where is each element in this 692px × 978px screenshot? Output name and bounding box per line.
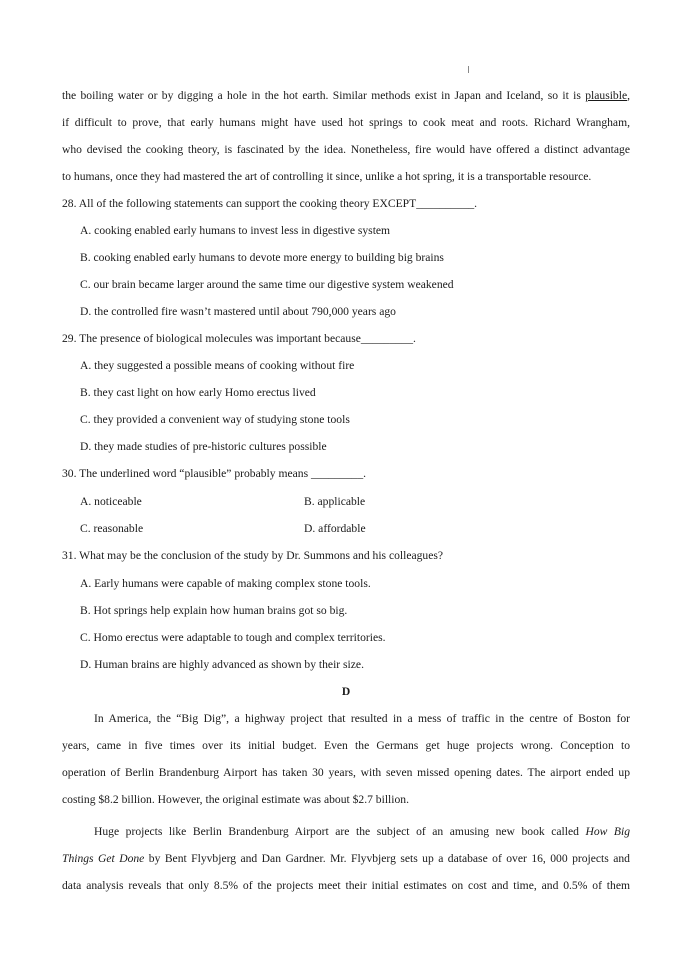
question-28-option-a: A. cooking enabled early humans to invest less in digestive system (80, 224, 391, 237)
question-29-option-c: C. they provided a convenient way of studying stone tools (80, 413, 350, 426)
book-title: How Big (585, 825, 631, 838)
question-30-option-c: C. reasonable (80, 522, 144, 535)
question-29-option-a: A. they suggested a possible means of cooking without fire (80, 359, 355, 372)
section-d-line: years, came in five times over its initial budget. Even the Germans get huge projects wrong. Conception to (62, 739, 630, 752)
question-31-stem: 31. What may be the conclusion of the study by Dr. Summons and his colleagues? (62, 549, 444, 562)
underlined-word: plausible (585, 89, 628, 102)
book-title: Things Get Done (62, 852, 145, 865)
section-d-line: Huge projects like Berlin Brandenburg Airport are the subject of an amusing new book called How Big (94, 825, 631, 838)
section-d-line: data analysis reveals that only 8.5% of the projects meet their initial estimates on cost and time, and 0.5% of them (62, 879, 630, 892)
section-heading: D (341, 685, 351, 698)
question-29-stem: 29. The presence of biological molecules was important because_________. (62, 332, 416, 345)
question-29-option-b: B. they cast light on how early Homo erectus lived (80, 386, 316, 399)
page-mark (468, 66, 469, 73)
question-28-option-b: B. cooking enabled early humans to devote more energy to building big brains (80, 251, 444, 264)
passage-line: if difficult to prove, that early humans might have used hot springs to cook meat and roots. Richard Wrangham, (62, 116, 630, 129)
question-30-option-b: B. applicable (304, 495, 366, 508)
section-d-line: operation of Berlin Brandenburg Airport has taken 30 years, with seven missed opening dates. The airport ended up (62, 766, 630, 779)
question-28-option-c: C. our brain became larger around the same time our digestive system weakened (80, 278, 454, 291)
passage-line: the boiling water or by digging a hole in the hot earth. Similar methods exist in Japan and Iceland, so it is plausible, (62, 89, 630, 102)
question-28-option-d: D. the controlled fire wasn’t mastered until about 790,000 years ago (80, 305, 396, 318)
section-d-line: Things Get Done by Bent Flyvbjerg and Dan Gardner. Mr. Flyvbjerg sets up a database of over 16, 000 projects and (62, 852, 630, 865)
question-31-option-a: A. Early humans were capable of making complex stone tools. (80, 577, 371, 590)
question-29-option-d: D. they made studies of pre-historic cultures possible (80, 440, 327, 453)
question-31-option-d: D. Human brains are highly advanced as shown by their size. (80, 658, 364, 671)
question-28-stem: 28. All of the following statements can support the cooking theory EXCEPT__________. (62, 197, 478, 210)
section-d-line: In America, the “Big Dig”, a highway project that resulted in a mess of traffic in the centre of Boston for (94, 712, 630, 725)
question-30-stem: 30. The underlined word “plausible” probably means _________. (62, 467, 367, 480)
passage-line: who devised the cooking theory, is fascinated by the idea. Nonetheless, fire would have offered a distinct advantage (62, 143, 630, 156)
section-d-line: costing $8.2 billion. However, the original estimate was about $2.7 billion. (62, 793, 409, 806)
question-31-option-b: B. Hot springs help explain how human brains got so big. (80, 604, 348, 617)
question-31-option-c: C. Homo erectus were adaptable to tough and complex territories. (80, 631, 386, 644)
passage-line: to humans, once they had mastered the art of controlling it since, unlike a hot spring, it is a transportable resource. (62, 170, 592, 183)
question-30-option-d: D. affordable (304, 522, 366, 535)
question-30-option-a: A. noticeable (80, 495, 142, 508)
